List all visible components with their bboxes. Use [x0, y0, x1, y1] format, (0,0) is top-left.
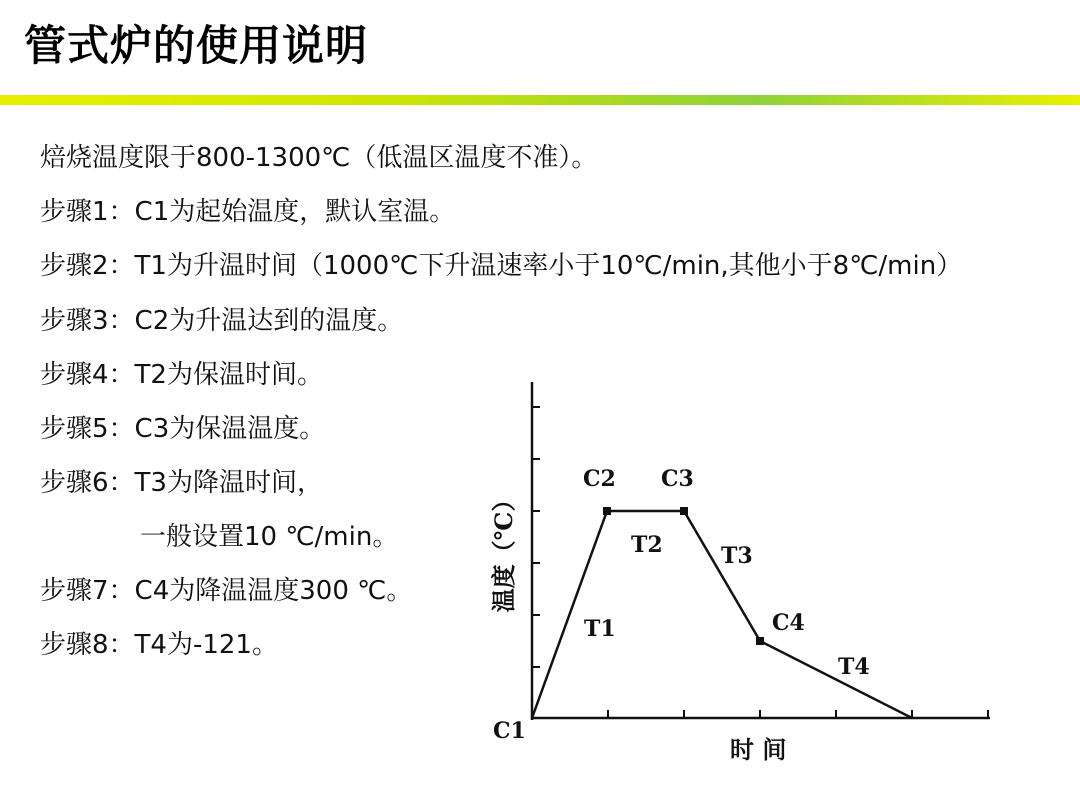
text-line-step8: 步骤8：T4为-121。	[40, 630, 278, 660]
title-underline-bar	[0, 95, 1080, 105]
text-line-step7: 步骤7：C4为降温温度300 ℃。	[40, 576, 413, 606]
x-axis-ticks	[608, 710, 988, 718]
page-title: 管式炉的使用说明	[24, 21, 369, 70]
point-c3-marker	[680, 507, 688, 515]
label-c2: C2	[583, 466, 616, 492]
text-line-step1: 步骤1：C1为起始温度，默认室温。	[40, 197, 456, 227]
label-c1: C1	[493, 718, 526, 744]
y-axis-ticks	[532, 407, 540, 667]
temperature-profile-curve	[532, 511, 912, 718]
label-c4: C4	[772, 610, 805, 636]
label-c3: C3	[661, 466, 694, 492]
label-t1: T1	[584, 616, 616, 642]
point-c2-marker	[603, 507, 611, 515]
text-line-range: 焙烧温度限于800-1300℃（低温区温度不准）。	[40, 143, 598, 173]
x-axis-label: 时 间	[730, 735, 787, 764]
text-line-step3: 步骤3：C2为升温达到的温度。	[40, 306, 404, 336]
text-line-step4: 步骤4：T2为保温时间。	[40, 360, 323, 390]
text-line-step6: 步骤6：T3为降温时间，	[40, 468, 323, 498]
text-line-step6-cont: 一般设置10 ℃/min。	[140, 522, 399, 552]
point-c4-marker	[756, 637, 764, 645]
y-axis-label: 温度（℃）	[489, 487, 518, 613]
label-t3: T3	[721, 543, 753, 569]
profile-point-markers	[603, 507, 764, 645]
label-t4: T4	[838, 654, 870, 680]
text-line-step5: 步骤5：C3为保温温度。	[40, 414, 326, 444]
label-t2: T2	[631, 532, 663, 558]
text-line-step2: 步骤2：T1为升温时间（1000℃下升温速率小于10℃/min,其他小于8℃/min）	[40, 251, 963, 281]
